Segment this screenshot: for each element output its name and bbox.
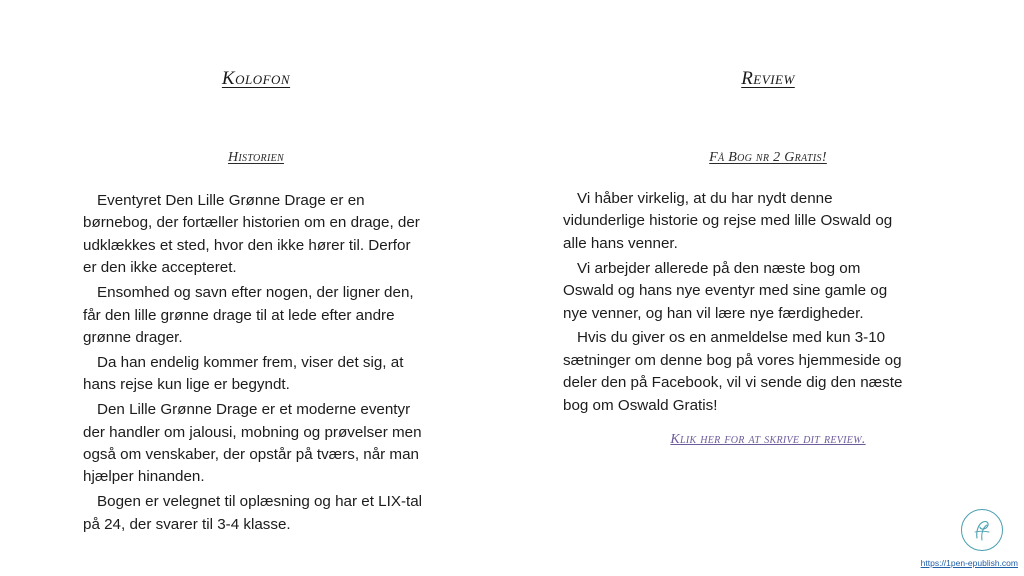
left-body-text [83,190,423,539]
paragraph: Da han endelig kommer frem, viser det sig, at hans rejse kun lige er begyndt. [83,353,404,394]
section-title-historien: Historien [228,150,284,165]
paragraph: Vi håber virkelig, at du har nydt denne vidunderlige historie og rejse med lille Oswald og alle hans venner. [563,190,893,252]
right-body-text [563,188,908,420]
write-review-link[interactable]: Klik her for at skrive dit review. [670,432,866,447]
paragraph: Bogen er velegnet til oplæsning og har et LIX-tal på 24, der svarer til 3-4 klasse. [83,493,423,533]
monogram-glyph-icon [968,516,996,544]
right-page [512,0,1024,576]
paragraph: Eventyret Den Lille Grønne Drage er en børnebog, der fortæller historien om en drage, der udklækkes et sted, hvor den ikke hører til. Derfor er den ikke accepteret. [83,192,420,277]
paragraph: Den Lille Grønne Drage er et moderne eventyr der handler om jalousi, mobning og prøvelser men også om venskaber, der opstår på tværs, når man hjælper hinanden. [83,401,422,486]
publisher-url-link[interactable]: https://1pen-epublish.com [920,558,1018,568]
publisher-monogram-icon[interactable] [961,509,1003,551]
paragraph: Hvis du giver os en anmeldelse med kun 3-10 sætninger om denne bog på vores hjemmeside og deler den på Facebook, vil vi sende dig den næste bog om Oswald Gratis! [563,329,903,414]
page-title-review: Review [741,68,795,89]
page-title-kolofon: Kolofon [221,68,291,89]
paragraph: Ensomhed og savn efter nogen, der ligner den, får den lille grønne drage til at lede efter andre grønne drager. [83,284,414,346]
section-title-free-book: Få Bog nr 2 Gratis! [709,150,827,165]
paragraph: Vi arbejder allerede på den næste bog om Oswald og hans nye eventyr med sine gamle og nye venner, og han vil lære nye færdigheder. [563,259,888,322]
